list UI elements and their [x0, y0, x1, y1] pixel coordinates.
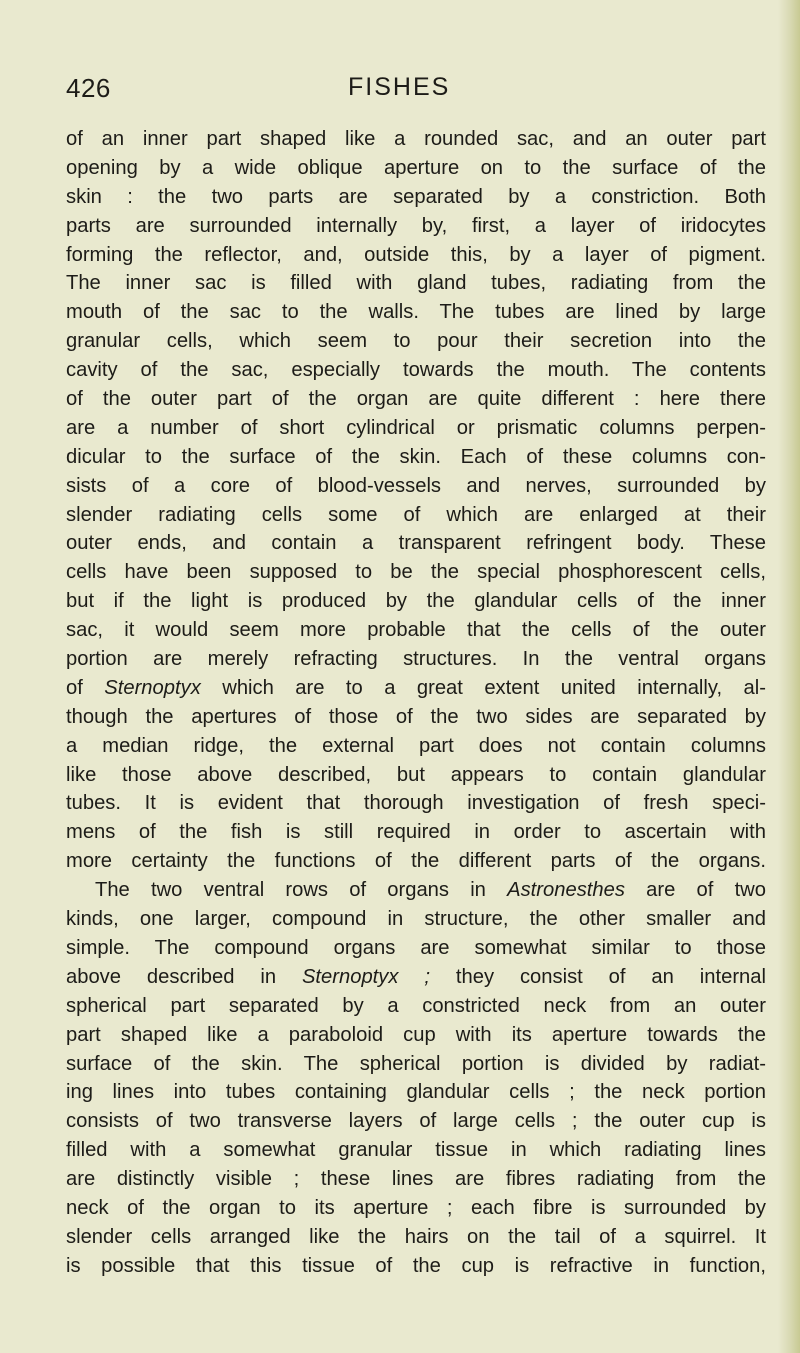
- text-line: [66, 212, 766, 241]
- text-line: [66, 992, 766, 1021]
- page-number: 426: [66, 73, 111, 103]
- text-segment: slender cells arranged like the hairs on the tail of a squirrel. It: [66, 1225, 766, 1248]
- text-line: [66, 414, 766, 443]
- text-line: [66, 761, 766, 790]
- text-segment: are distinctly visible ; these lines are fibres radiating from the: [66, 1168, 766, 1191]
- text-segment: more certainty the functions of the different parts of the organs.: [66, 850, 766, 873]
- text-segment: which are to a great extent united internally, al-: [200, 676, 766, 699]
- text-line: [66, 1252, 766, 1281]
- text-line: [66, 269, 766, 298]
- text-segment: mens of the fish is still required in order to ascertain with: [66, 821, 766, 844]
- text-segment: ing lines into tubes containing glandular cells ; the neck portion: [66, 1081, 766, 1104]
- text-segment: surface of the skin. The spherical portion is divided by radiat-: [66, 1052, 766, 1075]
- text-segment: spherical part separated by a constricted neck from an outer: [66, 994, 766, 1017]
- text-line: [66, 905, 766, 934]
- text-line: [66, 934, 766, 963]
- text-line: [66, 818, 766, 847]
- text-line: [66, 1194, 766, 1223]
- text-segment: simple. The compound organs are somewhat similar to those: [66, 936, 766, 959]
- text-line: [66, 529, 766, 558]
- italic-term: Astronesthes: [507, 879, 625, 902]
- text-segment: kinds, one larger, compound in structure, the other smaller and: [66, 908, 766, 931]
- text-line: [66, 241, 766, 270]
- text-line: [66, 154, 766, 183]
- text-line: [66, 847, 766, 876]
- text-line: [66, 587, 766, 616]
- running-head: FISHES: [348, 73, 451, 101]
- text-segment: slender radiating cells some of which are enlarged at their: [66, 503, 766, 526]
- text-segment: dicular to the surface of the skin. Each of these columns con-: [66, 445, 766, 468]
- text-segment: of: [66, 676, 105, 699]
- text-segment: portion are merely refracting structures. In the ventral organs: [66, 648, 766, 671]
- text-line: [66, 1165, 766, 1194]
- text-segment: granular cells, which seem to pour their secretion into the: [66, 330, 766, 353]
- page-edge-shadow: [778, 0, 800, 1353]
- text-line: [66, 472, 766, 501]
- text-segment: a median ridge, the external part does not contain columns: [66, 734, 766, 757]
- text-segment: they consist of an internal: [429, 965, 766, 988]
- text-segment: mouth of the sac to the walls. The tubes are lined by large: [66, 301, 766, 324]
- text-line: [66, 1136, 766, 1165]
- text-line: [66, 298, 766, 327]
- text-segment: of the outer part of the organ are quite different : here there: [66, 388, 766, 411]
- text-segment: though the apertures of those of the two sides are separated by: [66, 705, 766, 728]
- text-line: [66, 1223, 766, 1252]
- text-line: [66, 1021, 766, 1050]
- text-line: [66, 327, 766, 356]
- text-segment: outer ends, and contain a transparent refringent body. These: [66, 532, 766, 555]
- text-segment: like those above described, but appears to contain glandular: [66, 763, 766, 786]
- text-segment: skin : the two parts are separated by a constriction. Both: [66, 185, 766, 208]
- text-segment: The two ventral rows of organs in: [95, 879, 508, 902]
- text-line: [66, 616, 766, 645]
- text-segment: are a number of short cylindrical or prismatic columns perpen-: [66, 416, 766, 439]
- text-line: [66, 183, 766, 212]
- text-segment: forming the reflector, and, outside this, by a layer of pigment.: [66, 243, 766, 266]
- italic-term: Sternoptyx ;: [301, 965, 430, 988]
- text-segment: parts are surrounded internally by, first, a layer of iridocytes: [66, 214, 766, 237]
- text-line: [66, 876, 766, 905]
- text-segment: cells have been supposed to be the special phosphorescent cells,: [66, 561, 766, 584]
- text-line: [66, 789, 766, 818]
- text-line: [66, 1107, 766, 1136]
- text-line: [66, 645, 766, 674]
- text-segment: sac, it would seem more probable that the cells of the outer: [66, 619, 766, 642]
- text-line: [66, 558, 766, 587]
- text-line: [66, 356, 766, 385]
- text-segment: above described in: [66, 965, 302, 988]
- text-segment: but if the light is produced by the glandular cells of the inner: [66, 590, 766, 613]
- text-line: [66, 385, 766, 414]
- text-line: [66, 674, 766, 703]
- text-segment: filled with a somewhat granular tissue in which radiating lines: [66, 1139, 766, 1162]
- text-segment: opening by a wide oblique aperture on to the surface of the: [66, 156, 766, 179]
- text-line: [66, 963, 766, 992]
- text-segment: are of two: [624, 879, 766, 902]
- text-line: [66, 443, 766, 472]
- italic-term: Sternoptyx: [104, 676, 201, 699]
- text-line: [66, 1078, 766, 1107]
- page-header: [66, 73, 766, 113]
- text-line: [66, 1050, 766, 1079]
- text-segment: consists of two transverse layers of large cells ; the outer cup is: [66, 1110, 766, 1133]
- text-line: [66, 125, 766, 154]
- text-segment: tubes. It is evident that thorough investigation of fresh speci-: [66, 792, 766, 815]
- text-segment: cavity of the sac, especially towards the mouth. The contents: [66, 359, 766, 382]
- text-segment: neck of the organ to its aperture ; each fibre is surrounded by: [66, 1196, 766, 1219]
- text-segment: part shaped like a paraboloid cup with its aperture towards the: [66, 1023, 766, 1046]
- body-text: [66, 125, 766, 1281]
- text-segment: sists of a core of blood-vessels and nerves, surrounded by: [66, 474, 766, 497]
- text-segment: The inner sac is filled with gland tubes, radiating from the: [66, 272, 766, 295]
- text-segment: is possible that this tissue of the cup is refractive in function,: [66, 1254, 766, 1277]
- text-line: [66, 732, 766, 761]
- text-segment: of an inner part shaped like a rounded sac, and an outer part: [66, 128, 766, 150]
- text-line: [66, 501, 766, 530]
- text-line: [66, 703, 766, 732]
